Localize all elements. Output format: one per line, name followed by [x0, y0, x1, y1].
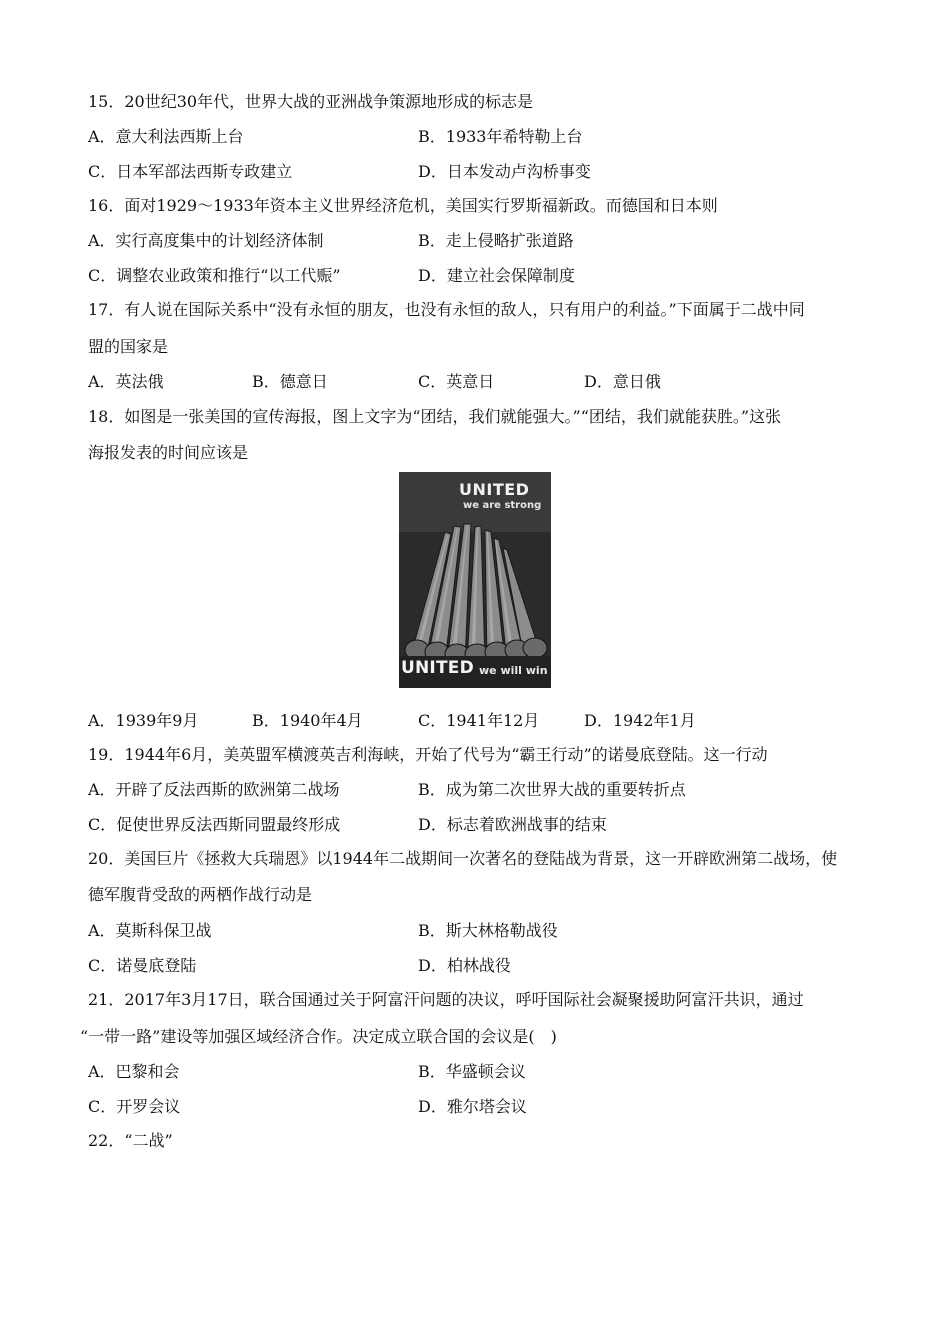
poster-top-subtitle: we are strong: [463, 500, 542, 511]
q17-option-a: A．英法俄: [88, 372, 164, 391]
q20-stem-line1: 20．美国巨片《拯救大兵瑞恩》以1944年二战期间一次著名的登陆战为背景，这一开辟欧洲第二战场，使: [88, 849, 838, 868]
q15-stem: 15．20世纪30年代，世界大战的亚洲战争策源地形成的标志是: [88, 92, 534, 111]
q18-option-d: D．1942年1月: [584, 711, 696, 730]
q21-stem-line1: 21．2017年3月17日，联合国通过关于阿富汗问题的决议，呼吁国际社会凝聚援助阿富汗共识，通过: [88, 990, 804, 1009]
q20-stem-line2: 德军腹背受敌的两栖作战行动是: [88, 885, 313, 904]
q19-option-d: D．标志着欧洲战事的结束: [418, 815, 607, 834]
q21-stem-line2: “一带一路”建设等加强区域经济合作。决定成立联合国的会议是( ): [80, 1027, 557, 1046]
q17-option-c: C．英意日: [418, 372, 495, 391]
q17-stem-line2: 盟的国家是: [88, 337, 169, 356]
q21-option-c: C．开罗会议: [88, 1097, 181, 1116]
q19-option-a: A．开辟了反法西斯的欧洲第二战场: [88, 780, 340, 799]
q20-option-c: C．诺曼底登陆: [88, 956, 197, 975]
q21-option-b: B．华盛顿会议: [418, 1062, 526, 1081]
q16-option-c: C．调整农业政策和推行“以工代赈”: [88, 266, 341, 285]
q17-stem-line1: 17．有人说在国际关系中“没有永恒的朋友，也没有永恒的敌人，只有用户的利益。”下面属于二战中同: [88, 300, 805, 319]
poster-bottom-title: UNITED: [401, 658, 474, 678]
q18-option-b: B．1940年4月: [252, 711, 363, 730]
q17-option-b: B．德意日: [252, 372, 328, 391]
united-poster-image: [399, 472, 551, 688]
q15-option-c: C．日本军部法西斯专政建立: [88, 162, 293, 181]
q19-stem: 19．1944年6月，美英盟军横渡英吉利海峡，开始了代号为“霸王行动”的诺曼底登陆。这一行动: [88, 745, 768, 764]
q15-option-d: D．日本发动卢沟桥事变: [418, 162, 591, 181]
q19-option-c: C．促使世界反法西斯同盟最终形成: [88, 815, 341, 834]
q15-option-a: A．意大利法西斯上台: [88, 127, 244, 146]
q21-option-d: D．雅尔塔会议: [418, 1097, 527, 1116]
poster-bottom-subtitle: we will win: [479, 664, 548, 677]
poster-top-title: UNITED: [459, 480, 530, 499]
q16-option-b: B．走上侵略扩张道路: [418, 231, 574, 250]
q18-stem-line1: 18．如图是一张美国的宣传海报，图上文字为“团结，我们就能强大。”“团结，我们就能获胜。”这张: [88, 407, 782, 426]
q18-stem-line2: 海报发表的时间应该是: [88, 443, 249, 462]
q22-stem: 22．“二战”: [88, 1131, 173, 1150]
q19-option-b: B．成为第二次世界大战的重要转折点: [418, 780, 686, 799]
q20-option-b: B．斯大林格勒战役: [418, 921, 558, 940]
q20-option-d: D．柏林战役: [418, 956, 511, 975]
q16-stem: 16．面对1929～1933年资本主义世界经济危机，美国实行罗斯福新政。而德国和日本则: [88, 196, 718, 215]
q16-option-a: A．实行高度集中的计划经济体制: [88, 231, 324, 250]
q15-option-b: B．1933年希特勒上台: [418, 127, 583, 146]
q16-option-d: D．建立社会保障制度: [418, 266, 575, 285]
q18-option-c: C．1941年12月: [418, 711, 540, 730]
q18-option-a: A．1939年9月: [88, 711, 199, 730]
q17-option-d: D．意日俄: [584, 372, 661, 391]
q21-option-a: A．巴黎和会: [88, 1062, 180, 1081]
q20-option-a: A．莫斯科保卫战: [88, 921, 212, 940]
